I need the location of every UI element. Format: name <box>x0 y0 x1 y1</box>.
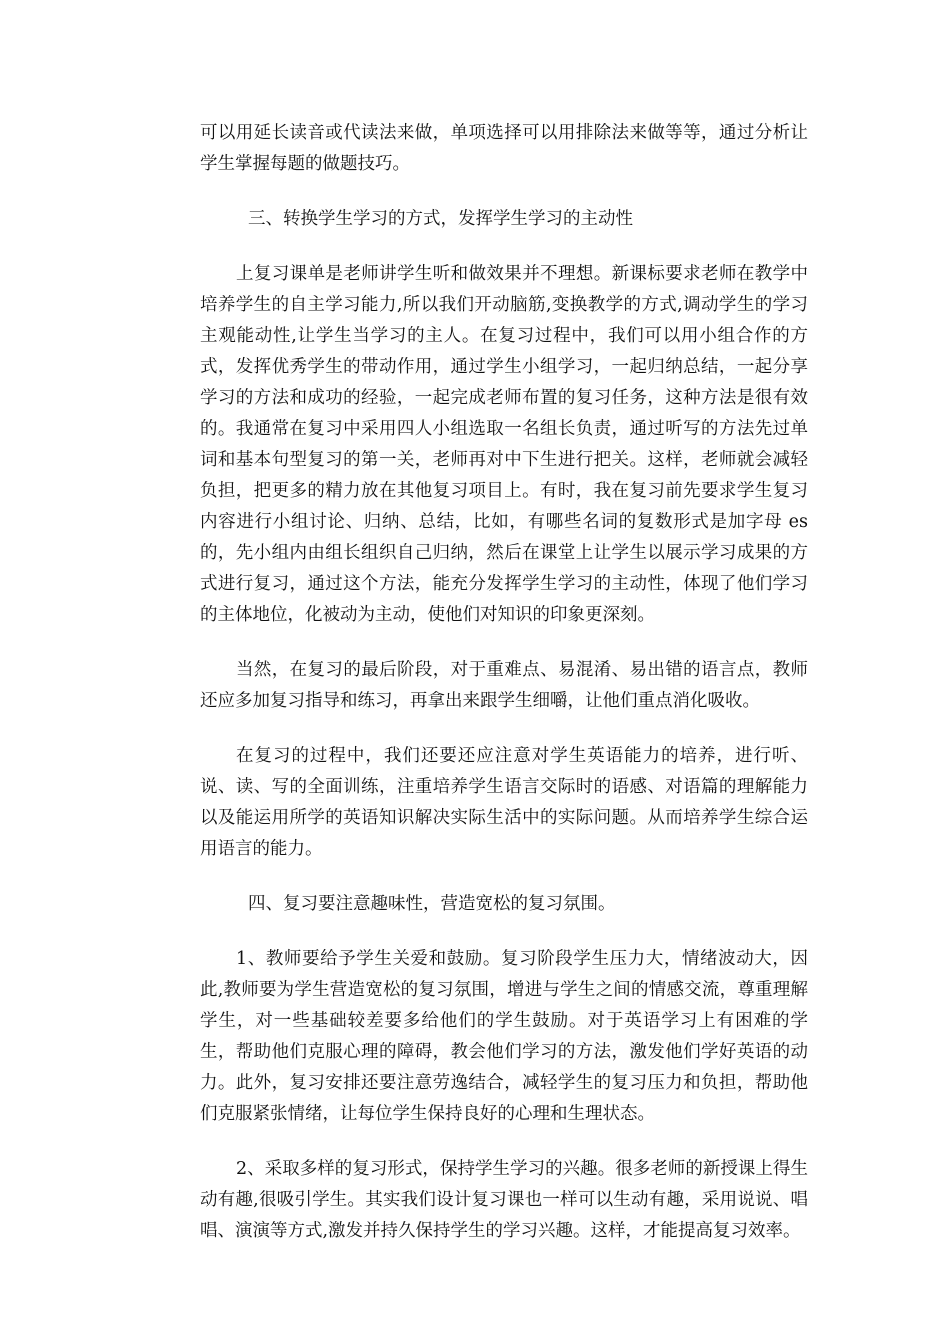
paragraph-final-stage: 当然，在复习的最后阶段，对于重难点、易混淆、易出错的语言点，教师还应多加复习指导和练习，再拿出来跟学生细嚼，让他们重点消化吸收。 <box>200 660 808 711</box>
paragraph-group-study: 上复习课单是老师讲学生听和做效果并不理想。新课标要求老师在教学中培养学生的自主学习能力,所以我们开动脑筋,变换教学的方式,调动学生的学习主观能动性,让学生当学习的主人。在复习过程中，我们可以用小组合作的方式，发挥优秀学生的带动作用，通过学生小组学习，一起归纳总结，一起分享学习的方法和成功的经验，一起完成老师布置的复习任务，这种方法是很有效的。我通常在复习中采用四人小组选取一名组长负责，通过听写的方法先过单词和基本句型复习的第一关，老师再对中下生进行把关。这样，老师就会减轻负担，把更多的精力放在其他复习项目上。有时，我在复习前先要求学生复习内容进行小组讨论、归纳、总结，比如，有哪些名词的复数形式是加字母 es 的，先小组内由组长组织自己归纳，然后在课堂上让学生以展示学习成果的方式进行复习，通过这个方法，能充分发挥学生学习的主动性，体现了他们学习的主体地位，化被动为主动，使他们对知识的印象更深刻。 <box>200 264 808 625</box>
paragraph-continuation: 可以用延长读音或代读法来做，单项选择可以用排除法来做等等，通过分析让学生掌握每题的做题技巧。 <box>200 123 808 174</box>
paragraph-care-encouragement: 1、教师要给予学生关爱和鼓励。复习阶段学生压力大，情绪波动大，因此,教师要为学生营造宽松的复习氛围，增进与学生之间的情感交流，尊重理解学生，对一些基础较差要多给他们的学生鼓励。对于英语学习上有困难的学生，帮助他们克服心理的障碍，教会他们学习的方法，激发他们学好英语的动力。此外，复习安排还要注意劳逸结合，减轻学生的复习压力和负担，帮助他们克服紧张情绪，让每位学生保持良好的心理和生理状态。 <box>200 949 808 1124</box>
paragraph-varied-forms: 2、采取多样的复习形式，保持学生学习的兴趣。很多老师的新授课上得生动有趣,很吸引学生。其实我们设计复习课也一样可以生动有趣，采用说说、唱唱、演演等方式,激发并持久保持学生的学习兴趣。这样，才能提高复习效率。 <box>200 1159 808 1241</box>
document-body <box>200 118 808 1271</box>
section-heading-four: 四、复习要注意趣味性，营造宽松的复习氛围。 <box>248 894 616 914</box>
paragraph-language-ability: 在复习的过程中，我们还要还应注意对学生英语能力的培养，进行听、说、读、写的全面训练，注重培养学生语言交际时的语感、对语篇的理解能力以及能运用所学的英语知识解决实际生活中的实际问题。从而培养学生综合运用语言的能力。 <box>200 746 808 859</box>
section-heading-three: 三、转换学生学习的方式，发挥学生学习的主动性 <box>248 209 633 229</box>
